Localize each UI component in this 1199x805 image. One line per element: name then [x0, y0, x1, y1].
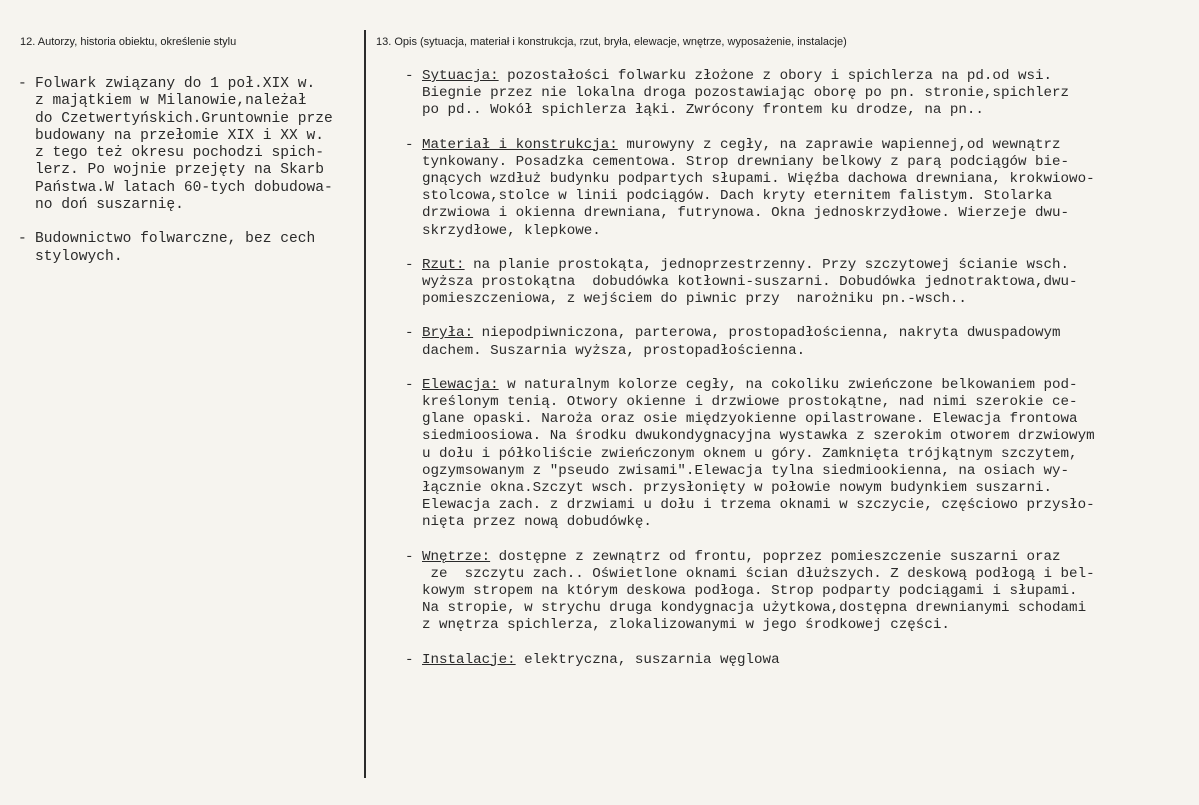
text-line: Rzut: na planie prostokąta, jednoprzestrzenny. Przy szczytowej ścianie wsch.	[422, 256, 1070, 273]
section-label: Instalacje:	[422, 651, 516, 668]
history-column	[18, 76, 360, 283]
description-section	[405, 549, 1193, 635]
bullet-dash: -	[405, 325, 414, 342]
paragraph-text	[35, 76, 360, 214]
text-line: Folwark związany do 1 poł.XIX w.	[35, 76, 316, 92]
description-section	[405, 325, 1193, 359]
text-line: stolcowa,stolce w linii podciągów. Dach kryty eternitem falistym. Stolarka	[422, 188, 1053, 205]
text-line: Biegnie przez nie lokalna droga pozostawiając oborę po pn. stronie,spichlerz	[422, 85, 1070, 102]
bullet-dash: -	[405, 376, 414, 393]
text-line: pomieszczeniowa, z wejściem do piwnic przy narożniku pn.-wsch..	[422, 291, 967, 308]
text-line: budowany na przełomie XIX i XX w.	[35, 127, 325, 144]
text-line: dachem. Suszarnia wyższa, prostopadłościenna.	[422, 342, 806, 359]
section-13-header: 13. Opis (sytuacja, materiał i konstrukcja, rzut, bryła, elewacje, wnętrze, wyposażenie, instalacje)	[376, 36, 847, 48]
text-line: łącznie okna.Szczyt wsch. przysłonięty w połowie nowym budynkiem suszarni.	[422, 480, 1053, 497]
bullet-dash: -	[18, 231, 27, 248]
section-label: Elewacja:	[422, 376, 499, 393]
text-line: glane opaski. Naroża oraz osie międzyokienne opilastrowane. Elewacja frontowa	[422, 411, 1078, 428]
history-paragraph	[18, 76, 360, 214]
description-section	[405, 257, 1193, 309]
text-line: Elewacja: w naturalnym kolorze cegły, na cokoliku zwieńczone belkowaniem pod-	[422, 376, 1078, 393]
text-line: drzwiowa i okienna drewniana, futrynowa. Okna jednoskrzydłowe. Wierzeje dwu-	[422, 205, 1070, 222]
section-12-header: 12. Autorzy, historia obiektu, określenie stylu	[20, 36, 237, 48]
description-column	[405, 68, 1193, 686]
text-line: po pd.. Wokół spichlerza łąki. Zwrócony frontem ku drodze, na pn..	[422, 102, 984, 119]
text-line: Bryła: niepodpiwniczona, parterowa, prostopadłościenna, nakryta dwuspadowym	[422, 325, 1061, 342]
text-line: u dołu i półkoliście zwieńczonym oknem u góry. Zamknięta trójkątnym szczytem,	[422, 445, 1078, 462]
text-line: z wnętrza spichlerza, zlokalizowanymi w jego środkowej części.	[422, 617, 950, 634]
text-line: ogzymsowanym z "pseudo zwisami".Elewacja tylna siedmiookienna, na osiach wy-	[422, 462, 1070, 479]
text-line: siedmioosiowa. Na środku dwukondygnacyjna wystawka z szerokim otworem drzwiowym	[422, 428, 1095, 445]
bullet-dash: -	[405, 548, 414, 565]
text-line: nięta przez nową dobudówkę.	[422, 514, 652, 531]
section-label: Bryła:	[422, 325, 474, 342]
text-line: Państwa.W latach 60-tych dobudowa-	[35, 179, 333, 196]
column-divider	[364, 30, 366, 778]
section-text	[422, 325, 1193, 359]
text-line: Sytuacja: pozostałości folwarku złożone z obory i spichlerza na pd.od wsi.	[422, 68, 1053, 84]
section-text	[422, 137, 1193, 240]
text-line: skrzydłowe, klepkowe.	[422, 222, 601, 239]
paragraph-text	[35, 231, 360, 266]
bullet-dash: -	[405, 256, 414, 273]
text-line: Wnętrze: dostępne z zewnątrz od frontu, poprzez pomieszczenie suszarni oraz	[422, 548, 1061, 565]
section-text	[422, 68, 1193, 120]
text-line: Na stropie, w strychu druga kondygnacja użytkowa,dostępna drewnianymi schodami	[422, 600, 1087, 617]
text-line: Materiał i konstrukcja: murowyny z cegły, na zaprawie wapiennej,od wewnątrz	[422, 136, 1061, 153]
text-line: stylowych.	[35, 248, 123, 265]
description-section	[405, 137, 1193, 240]
text-line: gnących wzdłuż budynku podpartych słupami. Więźba dachowa drewniana, krokwiowo-	[422, 171, 1095, 188]
bullet-dash: -	[18, 76, 27, 92]
text-line: ze szczytu zach.. Oświetlone oknami ścian dłuższych. Z deskową podłogą i bel-	[422, 565, 1095, 582]
description-section	[405, 377, 1193, 532]
text-line: wyższa prostokątna dobudówka kotłowni-suszarni. Dobudówka jednotraktowa,dwu-	[422, 274, 1078, 291]
text-line: z tego też okresu pochodzi spich-	[35, 145, 325, 162]
bullet-dash: -	[405, 68, 414, 84]
section-label: Sytuacja:	[422, 68, 499, 84]
history-paragraph	[18, 231, 360, 266]
section-label: Rzut:	[422, 256, 465, 273]
text-line: kowym stropem na którym deskowa podłoga. Strop podparty podciągami i słupami.	[422, 583, 1078, 600]
text-line: Budownictwo folwarczne, bez cech	[35, 231, 316, 248]
bullet-dash: -	[405, 651, 414, 668]
text-line: no doń suszarnię.	[35, 197, 184, 214]
section-text	[422, 377, 1193, 532]
text-line: lerz. Po wojnie przejęty na Skarb	[35, 162, 325, 179]
section-text	[422, 257, 1193, 309]
text-line: z majątkiem w Milanowie,należał	[35, 93, 307, 110]
text-line: Instalacje: elektryczna, suszarnia węglowa	[422, 651, 780, 668]
section-text	[422, 549, 1193, 635]
text-line: do Czetwertyńskich.Gruntownie prze	[35, 110, 333, 127]
section-label: Wnętrze:	[422, 548, 491, 565]
description-section	[405, 652, 1193, 669]
section-text	[422, 652, 1193, 669]
description-section	[405, 68, 1193, 120]
text-line: tynkowany. Posadzka cementowa. Strop drewniany belkowy z parą podciągów bie-	[422, 153, 1070, 170]
text-line: kreślonym tenią. Otwory okienne i drzwiowe prostokątne, nad nimi szerokie ce-	[422, 394, 1078, 411]
bullet-dash: -	[405, 136, 414, 153]
text-line: Elewacja zach. z drzwiami u dołu i trzema oknami w szczycie, częściowo przysło-	[422, 497, 1095, 514]
section-label: Materiał i konstrukcja:	[422, 136, 618, 153]
